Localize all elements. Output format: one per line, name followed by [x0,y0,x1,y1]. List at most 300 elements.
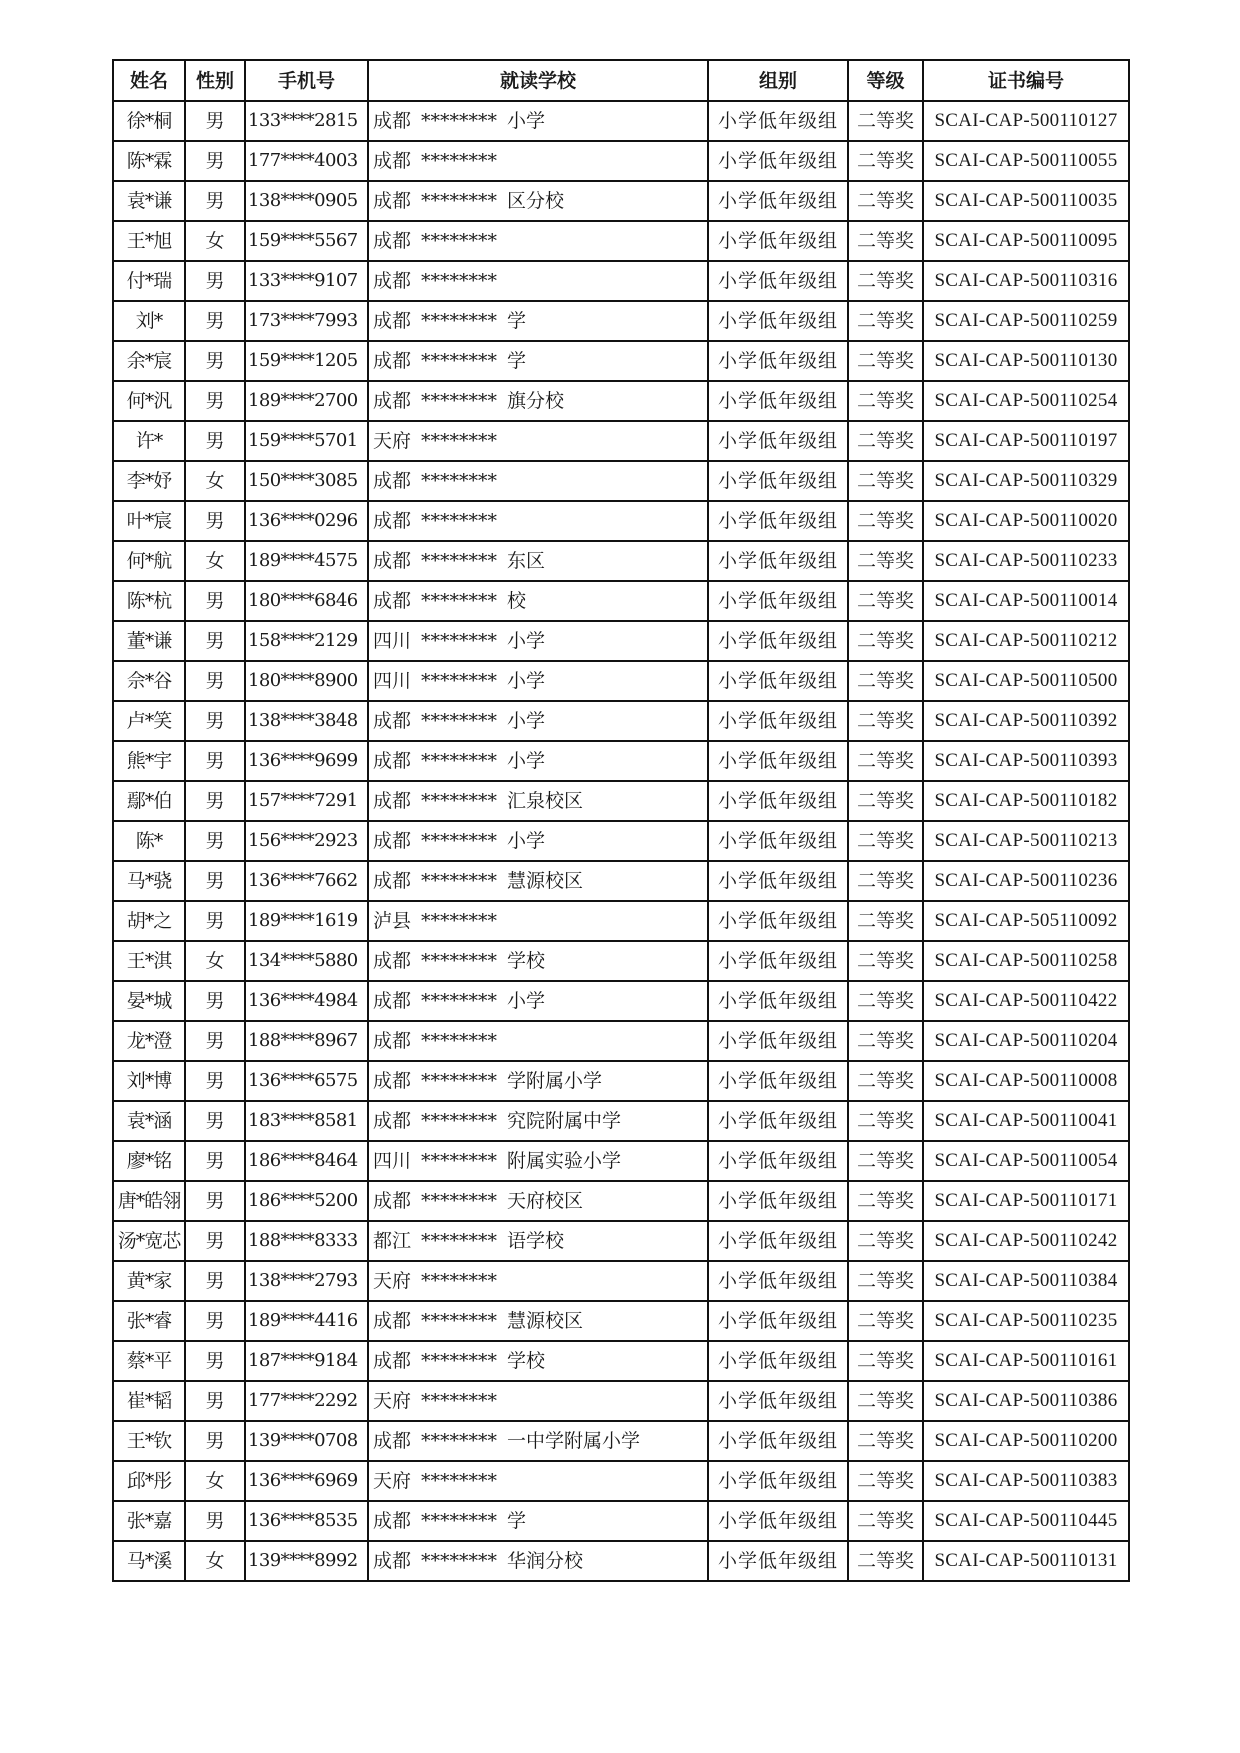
cell-cert: SCAI-CAP-500110020 [923,501,1129,541]
school-suffix: 学 [507,1510,527,1532]
cell-level: 二等奖 [848,781,923,821]
cell-gender: 男 [185,1221,245,1261]
cell-school [368,1181,708,1221]
cell-name: 徐*桐 [113,101,185,141]
cell-cert: SCAI-CAP-500110242 [923,1221,1129,1261]
cell-level: 二等奖 [848,341,923,381]
cell-cert: SCAI-CAP-500110008 [923,1061,1129,1101]
cell-name: 熊*宇 [113,741,185,781]
cell-cert: SCAI-CAP-500110054 [923,1141,1129,1181]
cell-cert: SCAI-CAP-500110254 [923,381,1129,421]
cell-name: 蔡*平 [113,1341,185,1381]
school-city: 天府 [373,1390,412,1412]
cell-cert: SCAI-CAP-500110041 [923,1101,1129,1141]
school-mask: ******** [421,830,498,852]
cell-group: 小学低年级组 [708,1101,848,1141]
cell-group: 小学低年级组 [708,501,848,541]
cell-school [368,141,708,181]
table-body [113,101,1129,1581]
cell-level: 二等奖 [848,221,923,261]
cell-level: 二等奖 [848,501,923,541]
school-mask: ******** [421,990,498,1012]
cell-school [368,221,708,261]
cell-phone: 134****5880 [245,941,368,981]
cell-school [368,701,708,741]
cell-cert: SCAI-CAP-500110386 [923,1381,1129,1421]
cell-gender: 男 [185,1181,245,1221]
school-mask: ******** [421,470,498,492]
cell-level: 二等奖 [848,741,923,781]
table-row [113,901,1129,941]
table-row [113,861,1129,901]
cell-gender: 男 [185,821,245,861]
table-row [113,981,1129,1021]
school-city: 成都 [373,270,412,292]
cell-name: 晏*城 [113,981,185,1021]
cell-phone: 188****8967 [245,1021,368,1061]
cell-cert: SCAI-CAP-500110258 [923,941,1129,981]
cell-school [368,101,708,141]
cell-gender: 男 [185,501,245,541]
cell-name: 王*淇 [113,941,185,981]
cell-gender: 女 [185,541,245,581]
school-city: 成都 [373,990,412,1012]
school-suffix: 附属实验小学 [507,1150,622,1172]
cell-cert: SCAI-CAP-500110259 [923,301,1129,341]
cell-group: 小学低年级组 [708,301,848,341]
cell-gender: 男 [185,861,245,901]
school-mask: ******** [421,1350,498,1372]
cell-gender: 男 [185,1301,245,1341]
cell-name: 龙*澄 [113,1021,185,1061]
cell-cert: SCAI-CAP-500110445 [923,1501,1129,1541]
school-city: 成都 [373,550,412,572]
cell-school [368,381,708,421]
table-row [113,1421,1129,1461]
cell-school [368,501,708,541]
school-city: 成都 [373,830,412,852]
school-city: 成都 [373,110,412,132]
school-suffix: 小学 [507,990,546,1012]
cell-school [368,1061,708,1101]
school-city: 成都 [373,710,412,732]
cell-gender: 女 [185,1541,245,1581]
school-mask: ******** [421,710,498,732]
school-mask: ******** [421,270,498,292]
cell-group: 小学低年级组 [708,901,848,941]
cell-phone: 183****8581 [245,1101,368,1141]
cell-gender: 女 [185,461,245,501]
school-city: 成都 [373,1110,412,1132]
school-suffix: 天府校区 [507,1190,584,1212]
cell-name: 王*旭 [113,221,185,261]
school-mask: ******** [421,790,498,812]
cell-name: 张*睿 [113,1301,185,1341]
table-row [113,141,1129,181]
cell-group: 小学低年级组 [708,1021,848,1061]
cell-school [368,1341,708,1381]
school-mask: ******** [421,1070,498,1092]
cell-gender: 男 [185,1501,245,1541]
cell-group: 小学低年级组 [708,741,848,781]
table-row [113,101,1129,141]
cell-gender: 男 [185,1421,245,1461]
table-row [113,541,1129,581]
cell-school [368,261,708,301]
cell-phone: 189****1619 [245,901,368,941]
cell-school [368,741,708,781]
cell-level: 二等奖 [848,1261,923,1301]
school-mask: ******** [421,870,498,892]
cell-name: 胡*之 [113,901,185,941]
cell-group: 小学低年级组 [708,141,848,181]
school-suffix: 语学校 [507,1230,565,1252]
cell-cert: SCAI-CAP-500110316 [923,261,1129,301]
cell-name: 卢*笑 [113,701,185,741]
cell-gender: 男 [185,661,245,701]
cell-group: 小学低年级组 [708,581,848,621]
school-city: 成都 [373,870,412,892]
cell-level: 二等奖 [848,981,923,1021]
cell-cert: SCAI-CAP-500110422 [923,981,1129,1021]
school-suffix: 究院附属中学 [507,1110,622,1132]
cell-group: 小学低年级组 [708,1461,848,1501]
cell-gender: 女 [185,941,245,981]
cell-phone: 177****2292 [245,1381,368,1421]
cell-school [368,981,708,1021]
award-list-table [112,59,1130,1582]
cell-group: 小学低年级组 [708,1341,848,1381]
cell-school [368,1421,708,1461]
cell-cert: SCAI-CAP-500110235 [923,1301,1129,1341]
cell-name: 付*瑞 [113,261,185,301]
cell-gender: 男 [185,181,245,221]
school-mask: ******** [421,230,498,252]
table-row [113,1501,1129,1541]
school-mask: ******** [421,350,498,372]
cell-group: 小学低年级组 [708,941,848,981]
school-city: 成都 [373,590,412,612]
school-city: 成都 [373,1030,412,1052]
cell-name: 袁*谦 [113,181,185,221]
school-mask: ******** [421,1030,498,1052]
cell-cert: SCAI-CAP-500110127 [923,101,1129,141]
cell-name: 鄢*伯 [113,781,185,821]
cell-level: 二等奖 [848,901,923,941]
cell-group: 小学低年级组 [708,821,848,861]
school-city: 成都 [373,230,412,252]
cell-group: 小学低年级组 [708,1541,848,1581]
school-mask: ******** [421,150,498,172]
school-mask: ******** [421,430,498,452]
school-mask: ******** [421,630,498,652]
school-mask: ******** [421,750,498,772]
cell-gender: 男 [185,1261,245,1301]
cell-level: 二等奖 [848,621,923,661]
cell-level: 二等奖 [848,1501,923,1541]
table-row [113,941,1129,981]
cell-name: 李*妤 [113,461,185,501]
school-city: 天府 [373,1270,412,1292]
cell-school [368,1141,708,1181]
cell-gender: 男 [185,741,245,781]
cell-phone: 133****9107 [245,261,368,301]
cell-level: 二等奖 [848,1021,923,1061]
cell-level: 二等奖 [848,301,923,341]
cell-school [368,1021,708,1061]
cell-cert: SCAI-CAP-500110014 [923,581,1129,621]
cell-level: 二等奖 [848,101,923,141]
cell-group: 小学低年级组 [708,861,848,901]
cell-level: 二等奖 [848,1061,923,1101]
table-row [113,341,1129,381]
cell-phone: 156****2923 [245,821,368,861]
cell-name: 王*钦 [113,1421,185,1461]
table-header [113,60,1129,101]
cell-name: 张*嘉 [113,1501,185,1541]
cell-school [368,1541,708,1581]
cell-phone: 159****5701 [245,421,368,461]
table-row [113,661,1129,701]
cell-group: 小学低年级组 [708,461,848,501]
cell-cert: SCAI-CAP-500110383 [923,1461,1129,1501]
table-row [113,1021,1129,1061]
cell-phone: 138****0905 [245,181,368,221]
cell-school [368,1301,708,1341]
cell-cert: SCAI-CAP-500110130 [923,341,1129,381]
table-row [113,781,1129,821]
cell-phone: 150****3085 [245,461,368,501]
school-city: 成都 [373,1070,412,1092]
cell-phone: 180****8900 [245,661,368,701]
school-city: 天府 [373,430,412,452]
table-row [113,1541,1129,1581]
cell-gender: 男 [185,1061,245,1101]
table-row [113,261,1129,301]
cell-name: 袁*涵 [113,1101,185,1141]
cell-school [368,541,708,581]
cell-phone: 189****2700 [245,381,368,421]
cell-phone: 159****1205 [245,341,368,381]
table-row [113,581,1129,621]
cell-level: 二等奖 [848,821,923,861]
header-phone: 手机号 [245,60,368,101]
cell-gender: 男 [185,421,245,461]
cell-group: 小学低年级组 [708,661,848,701]
cell-group: 小学低年级组 [708,781,848,821]
school-city: 成都 [373,150,412,172]
school-suffix: 一中学附属小学 [507,1430,641,1452]
school-mask: ******** [421,1550,498,1572]
table-row [113,1061,1129,1101]
school-city: 成都 [373,390,412,412]
cell-phone: 186****8464 [245,1141,368,1181]
school-suffix: 区分校 [507,190,565,212]
table-row [113,1101,1129,1141]
school-suffix: 慧源校区 [507,1310,584,1332]
cell-gender: 男 [185,381,245,421]
table-row [113,821,1129,861]
header-name: 姓名 [113,60,185,101]
cell-level: 二等奖 [848,1181,923,1221]
cell-name: 邱*彤 [113,1461,185,1501]
cell-phone: 180****6846 [245,581,368,621]
cell-school [368,901,708,941]
school-city: 成都 [373,1350,412,1372]
cell-level: 二等奖 [848,1141,923,1181]
cell-gender: 男 [185,1341,245,1381]
cell-name: 刘* [113,301,185,341]
header-group: 组别 [708,60,848,101]
school-city: 成都 [373,190,412,212]
cell-level: 二等奖 [848,1461,923,1501]
school-suffix: 小学 [507,710,546,732]
school-city: 成都 [373,470,412,492]
cell-level: 二等奖 [848,941,923,981]
cell-name: 何*汎 [113,381,185,421]
cell-school [368,421,708,461]
cell-cert: SCAI-CAP-500110384 [923,1261,1129,1301]
school-suffix: 学附属小学 [507,1070,603,1092]
school-mask: ******** [421,510,498,532]
cell-level: 二等奖 [848,1101,923,1141]
school-city: 都江 [373,1230,412,1252]
cell-level: 二等奖 [848,141,923,181]
cell-school [368,821,708,861]
cell-group: 小学低年级组 [708,381,848,421]
table-row [113,421,1129,461]
school-suffix: 小学 [507,110,546,132]
cell-school [368,461,708,501]
table-row [113,741,1129,781]
cell-level: 二等奖 [848,661,923,701]
school-city: 天府 [373,1470,412,1492]
cell-cert: SCAI-CAP-500110329 [923,461,1129,501]
cell-level: 二等奖 [848,381,923,421]
cell-name: 唐*皓翎 [113,1181,185,1221]
school-city: 成都 [373,1430,412,1452]
cell-level: 二等奖 [848,1541,923,1581]
cell-group: 小学低年级组 [708,181,848,221]
cell-group: 小学低年级组 [708,221,848,261]
cell-cert: SCAI-CAP-500110035 [923,181,1129,221]
school-city: 成都 [373,1190,412,1212]
school-suffix: 东区 [507,550,546,572]
cell-gender: 男 [185,141,245,181]
cell-level: 二等奖 [848,1421,923,1461]
school-suffix: 小学 [507,670,546,692]
cell-group: 小学低年级组 [708,981,848,1021]
school-city: 成都 [373,1550,412,1572]
cell-school [368,781,708,821]
table-row [113,461,1129,501]
cell-phone: 177****4003 [245,141,368,181]
cell-group: 小学低年级组 [708,1381,848,1421]
cell-level: 二等奖 [848,541,923,581]
school-suffix: 汇泉校区 [507,790,584,812]
cell-phone: 158****2129 [245,621,368,661]
table-row [113,181,1129,221]
school-suffix: 学校 [507,1350,546,1372]
cell-phone: 189****4575 [245,541,368,581]
cell-phone: 136****9699 [245,741,368,781]
cell-phone: 136****6575 [245,1061,368,1101]
table-row [113,1141,1129,1181]
cell-cert: SCAI-CAP-500110200 [923,1421,1129,1461]
school-city: 成都 [373,950,412,972]
cell-name: 刘*博 [113,1061,185,1101]
school-city: 四川 [373,1150,412,1172]
school-suffix: 华润分校 [507,1550,584,1572]
cell-level: 二等奖 [848,421,923,461]
table-row [113,1221,1129,1261]
cell-level: 二等奖 [848,701,923,741]
cell-gender: 女 [185,1461,245,1501]
cell-phone: 139****8992 [245,1541,368,1581]
cell-gender: 男 [185,301,245,341]
cell-phone: 138****3848 [245,701,368,741]
school-mask: ******** [421,1230,498,1252]
cell-group: 小学低年级组 [708,1261,848,1301]
cell-name: 陈*杭 [113,581,185,621]
school-mask: ******** [421,590,498,612]
cell-name: 陈*霖 [113,141,185,181]
cell-cert: SCAI-CAP-500110055 [923,141,1129,181]
school-suffix: 慧源校区 [507,870,584,892]
cell-cert: SCAI-CAP-500110393 [923,741,1129,781]
table-row [113,701,1129,741]
cell-phone: 186****5200 [245,1181,368,1221]
school-suffix: 学 [507,350,527,372]
header-level: 等级 [848,60,923,101]
cell-phone: 133****2815 [245,101,368,141]
table-row [113,1461,1129,1501]
cell-phone: 187****9184 [245,1341,368,1381]
school-mask: ******** [421,1270,498,1292]
cell-gender: 男 [185,581,245,621]
cell-school [368,1101,708,1141]
school-suffix: 小学 [507,630,546,652]
cell-cert: SCAI-CAP-500110204 [923,1021,1129,1061]
cell-group: 小学低年级组 [708,261,848,301]
cell-gender: 男 [185,1101,245,1141]
school-mask: ******** [421,910,498,932]
cell-cert: SCAI-CAP-500110095 [923,221,1129,261]
school-suffix: 旗分校 [507,390,565,412]
cell-phone: 136****7662 [245,861,368,901]
cell-name: 佘*谷 [113,661,185,701]
school-city: 四川 [373,630,412,652]
table-row [113,501,1129,541]
cell-name: 叶*宸 [113,501,185,541]
school-mask: ******** [421,670,498,692]
table-row [113,621,1129,661]
cell-group: 小学低年级组 [708,701,848,741]
cell-group: 小学低年级组 [708,541,848,581]
cell-cert: SCAI-CAP-505110092 [923,901,1129,941]
cell-cert: SCAI-CAP-500110233 [923,541,1129,581]
school-city: 泸县 [373,910,412,932]
school-suffix: 小学 [507,830,546,852]
school-mask: ******** [421,950,498,972]
cell-phone: 159****5567 [245,221,368,261]
cell-gender: 男 [185,1141,245,1181]
header-school: 就读学校 [368,60,708,101]
cell-group: 小学低年级组 [708,1181,848,1221]
cell-gender: 男 [185,341,245,381]
cell-group: 小学低年级组 [708,421,848,461]
school-city: 成都 [373,350,412,372]
